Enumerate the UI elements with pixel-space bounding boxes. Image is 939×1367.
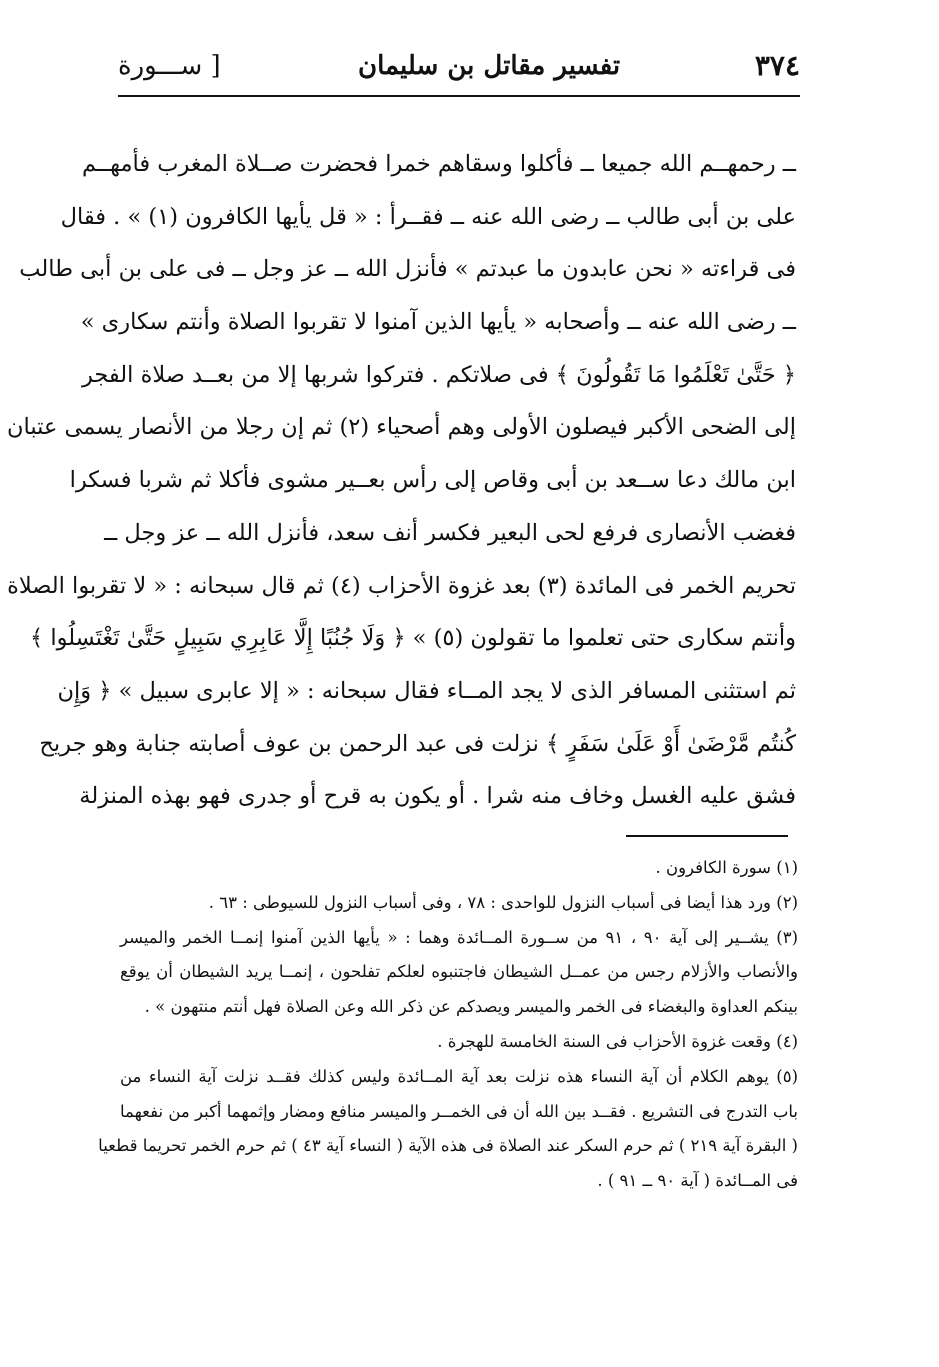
footnote-3-end: بينكم العداوة والبغضاء فى الخمر والميسر ويصدكم عن ذكر الله وعن الصلاة فهل أنتم منتهون » .: [144, 997, 798, 1017]
text-line: ابن مالك دعا ســعد بن أبى وقاص إلى رأس بعــير مشوى فأكلا ثم شربا فسكرا: [69, 467, 796, 494]
footnote-5: (٥) يوهم الكلام أن آية النساء هذه نزلت بعد آية المــائدة وليس كذلك فقــد نزلت آية النساء من: [120, 1066, 798, 1086]
book-title: تفسير مقاتل بن سليمان: [358, 51, 621, 81]
text-line: ﴿ حَتَّىٰ تَعْلَمُوا مَا تَقُولُونَ ﴾ فى صلاتكم . فتركوا شربها إلا من بعــد صلاة الفجر: [81, 361, 796, 388]
footnote-separator: [626, 835, 788, 837]
footnote-4: (٤) وقعت غزوة الأحزاب فى السنة الخامسة للهجرة .: [437, 1031, 798, 1051]
text-line: ــ رضى الله عنه ــ وأصحابه « يأيها الذين آمنوا لا تقربوا الصلاة وأنتم سكارى »: [80, 309, 796, 336]
text-line: على بن أبى طالب ــ رضى الله عنه ــ فقــرأ : « قل يأيها الكافرون (١) » . فقال: [60, 203, 796, 230]
page-header: [118, 45, 800, 93]
footnote-1: (١) سورة الكافرون .: [655, 858, 798, 877]
footnote-5-end: فى المــائدة ( آية ٩٠ ــ ٩١ ) .: [597, 1171, 798, 1191]
footnote-3-cont: والأنصاب والأزلام رجس من عمــل الشيطان فاجتنبوه لعلكم تفلحون ، إنمــا يريد الشيطان أن يوقع: [120, 962, 798, 982]
text-line: إلى الضحى الأكبر فيصلون الأولى وهم أصحياء (٢) ثم إن رجلا من الأنصار يسمى عتبان: [6, 414, 796, 441]
footnote-2: (٢) ورد هذا أيضا فى أسباب النزول للواحدى : ٧٨ ، وفى أسباب النزول للسيوطى : ٦٣ .: [208, 892, 798, 912]
footnote-3: (٣) يشــير إلى آية ٩٠ ، ٩١ من ســورة المــائدة وهما : « يأيها الذين آمنوا إنمــا الخمر والميسر: [120, 927, 798, 947]
header-rule: [118, 95, 800, 97]
text-line: كُنتُم مَّرْضَىٰ أَوْ عَلَىٰ سَفَرٍ ﴾ نزلت فى عبد الرحمن بن عوف أصابته جنابة وهو جريح: [39, 730, 796, 757]
footnote-5-cont: ( البقرة آية ٢١٩ ) ثم حرم السكر عند الصلاة فى هذه الآية ( النساء آية ٤٣ ) ثم حرم الخمر تحريما قطعيا: [98, 1136, 798, 1156]
text-line: تحريم الخمر فى المائدة (٣) بعد غزوة الأحزاب (٤) ثم قال سبحانه : « لا تقربوا الصلاة: [7, 572, 796, 599]
page-number: ٣٧٤: [754, 49, 800, 82]
text-line: ــ رحمهــم الله جميعا ــ فأكلوا وسقاهم خمرا فحضرت صــلاة المغرب فأمهــم: [81, 151, 796, 177]
surah-label: [ ســـورة: [118, 51, 221, 81]
main-text: [6, 138, 796, 823]
text-line: فشق عليه الغسل وخاف منه شرا . أو يكون به قرح أو جدرى فهو بهذه المنزلة: [79, 783, 796, 810]
footnotes: [98, 851, 798, 1199]
text-line: ثم استثنى المسافر الذى لا يجد المــاء فقال سبحانه : « إلا عابرى سبيل » ﴿ وَإِن: [57, 677, 796, 704]
text-line: فغضب الأنصارى فرفع لحى البعير فكسر أنف سعد، فأنزل الله ــ عز وجل ــ: [104, 519, 796, 546]
text-line: وأنتم سكارى حتى تعلموا ما تقولون (٥) » ﴿ وَلَا جُنُبًا إِلَّا عَابِرِي سَبِيلٍ حَتَّىٰ تَغْتَسِلُوا ﴾: [30, 625, 796, 652]
footnote-5-cont: باب التدرج فى التشريع . فقــد بين الله أن فى الخمــر والميسر منافع ومضار وإثمهما أكبر من نفعهما: [120, 1101, 798, 1121]
text-line: فى قراءته « نحن عابدون ما عبدتم » فأنزل الله ــ عز وجل ــ فى على بن أبى طالب: [19, 256, 796, 283]
